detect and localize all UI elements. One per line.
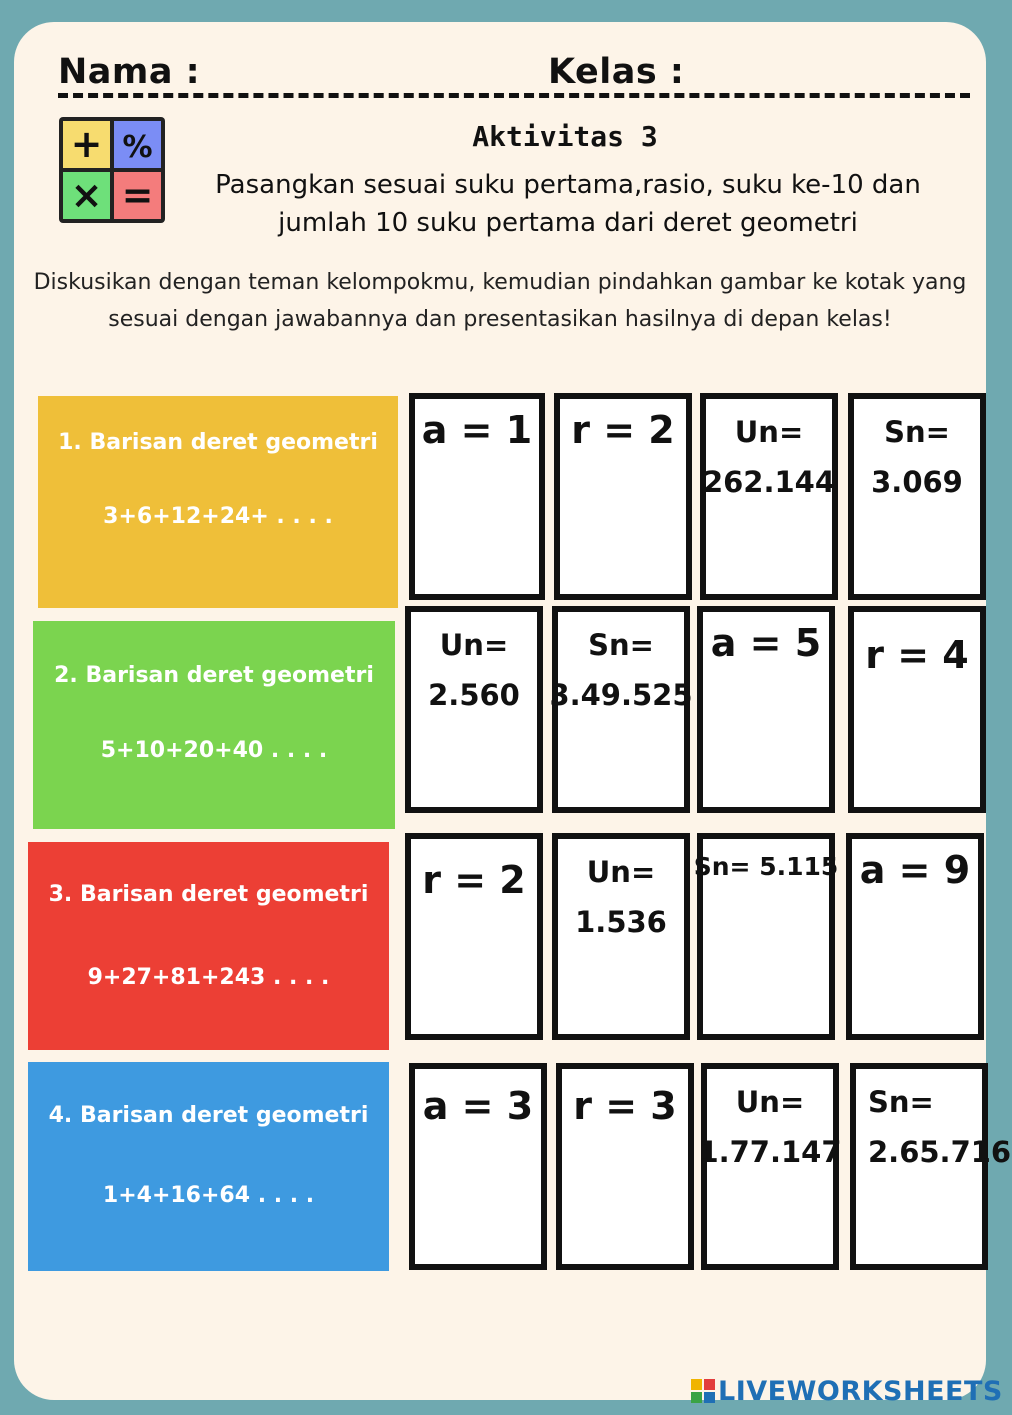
problem-card-2 bbox=[33, 621, 395, 829]
answer-box-2-1[interactable] bbox=[405, 606, 543, 813]
answer-value: r = 4 bbox=[865, 633, 969, 677]
answer-box-2-2[interactable] bbox=[549, 606, 693, 813]
answer-value: Un= 1.536 bbox=[575, 855, 667, 939]
problem-series: 5+10+20+40 . . . . bbox=[100, 738, 328, 763]
problem-card-1 bbox=[38, 396, 398, 608]
answer-value: r = 2 bbox=[422, 858, 526, 902]
answer-box-1-4[interactable] bbox=[848, 393, 986, 600]
answer-value: Sn= 3.069 bbox=[871, 415, 963, 499]
problem-card-4 bbox=[28, 1062, 389, 1271]
problem-series: 3+6+12+24+ . . . . bbox=[103, 504, 333, 529]
problem-title: 2. Barisan deret geometri bbox=[54, 663, 374, 688]
answer-box-3-4[interactable] bbox=[846, 833, 984, 1040]
svg-text:+: + bbox=[70, 122, 103, 166]
problem-title: 3. Barisan deret geometri bbox=[48, 882, 369, 907]
answer-value: r = 3 bbox=[573, 1084, 677, 1128]
liveworksheets-brand-text: LIVEWORKSHEETS bbox=[718, 1375, 1003, 1407]
answer-value: Un= 1.77.147 bbox=[698, 1085, 842, 1169]
answer-value: Sn= 5.115 bbox=[693, 852, 839, 881]
activity-description: Diskusikan dengan teman kelompokmu, kemudian pindahkan gambar ke kotak yang sesuai dengan jawabannya dan presentasikan hasilnya di depan kelas! bbox=[33, 270, 967, 332]
answer-box-1-3[interactable] bbox=[700, 393, 838, 600]
problem-title: 1. Barisan deret geometri bbox=[58, 430, 378, 455]
activity-instruction: Pasangkan sesuai suku pertama,rasio, suku ke-10 dan jumlah 10 suku pertama dari deret geometri bbox=[215, 170, 921, 238]
calculator-icon bbox=[57, 115, 167, 225]
answer-value: a = 1 bbox=[421, 408, 533, 452]
answer-box-4-2[interactable] bbox=[556, 1063, 694, 1270]
answer-box-2-3[interactable] bbox=[697, 606, 835, 813]
answer-box-2-4[interactable] bbox=[848, 606, 986, 813]
answer-box-3-2[interactable] bbox=[552, 833, 690, 1040]
svg-text:%: % bbox=[122, 130, 153, 165]
problem-series: 1+4+16+64 . . . . bbox=[102, 1183, 315, 1208]
name-class-dashed-line bbox=[58, 93, 970, 98]
class-label: Kelas : bbox=[548, 52, 685, 92]
problem-card-3 bbox=[28, 842, 389, 1050]
svg-text:=: = bbox=[121, 173, 154, 217]
answer-value: Un= 2.560 bbox=[428, 628, 520, 712]
answer-value: a = 5 bbox=[710, 621, 822, 665]
liveworksheets-logo bbox=[690, 1375, 1003, 1407]
answer-value: a = 9 bbox=[859, 848, 971, 892]
student-header bbox=[58, 50, 970, 98]
answer-box-4-1[interactable] bbox=[409, 1063, 547, 1270]
answer-box-1-1[interactable] bbox=[409, 393, 545, 600]
problem-series: 9+27+81+243 . . . . bbox=[87, 965, 330, 990]
svg-text:×: × bbox=[70, 173, 103, 217]
answer-box-3-3[interactable] bbox=[693, 833, 839, 1040]
answer-box-4-4[interactable] bbox=[850, 1063, 1012, 1270]
answer-box-4-3[interactable] bbox=[698, 1063, 842, 1270]
activity-title: Aktivitas 3 bbox=[472, 120, 658, 153]
problem-title: 4. Barisan deret geometri bbox=[48, 1103, 369, 1128]
answer-value: Sn= 2.65.716 bbox=[868, 1085, 1012, 1169]
answer-box-1-2[interactable] bbox=[554, 393, 692, 600]
answer-box-3-1[interactable] bbox=[405, 833, 543, 1040]
answer-value: r = 2 bbox=[571, 408, 675, 452]
answer-value: a = 3 bbox=[422, 1084, 534, 1128]
liveworksheets-logo-icon bbox=[690, 1378, 716, 1404]
answer-value: Un= 262.144 bbox=[702, 415, 836, 499]
name-label: Nama : bbox=[58, 52, 201, 92]
answer-value: Sn= 3.49.525 bbox=[549, 628, 693, 712]
